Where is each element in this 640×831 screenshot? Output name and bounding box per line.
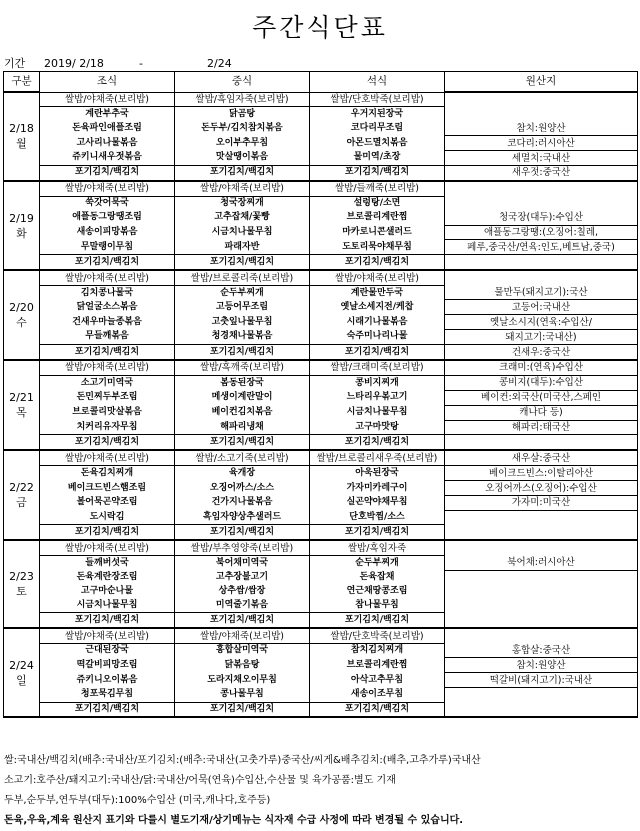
origin-cell: 애플동그랑땡:(오징어:칠레, <box>445 225 638 240</box>
table-row <box>4 643 638 657</box>
note-line: 쌀:국내산/백김치(배추:국내산/포기김치:(배추:국내산(고춧가루)중국산/씨게&배추김치:(배추,고추가루)국내산 <box>4 755 481 766</box>
origin-cell <box>445 181 638 196</box>
day-date: 2/18 <box>9 122 34 136</box>
table-row <box>4 240 638 255</box>
day-date: 2/20 <box>9 301 34 315</box>
dish-cell: 돈육계란장조림 <box>40 570 175 584</box>
table-row <box>4 136 638 151</box>
table-row <box>4 420 638 435</box>
origin-cell <box>445 584 638 598</box>
dish-cell: 새송이피망볶음 <box>40 225 175 240</box>
kimchi-cell: 포기김치/백김치 <box>310 165 445 180</box>
dish-cell: 건가지나물볶음 <box>175 496 310 511</box>
table-row <box>4 300 638 315</box>
day-cell <box>4 92 40 181</box>
dish-cell: 해파리냉채 <box>175 420 310 435</box>
table-row <box>4 270 638 285</box>
dish-cell: 돈육파인애플조림 <box>40 121 175 135</box>
menu-body <box>4 92 638 717</box>
table-row <box>4 360 638 375</box>
rice-porridge-cell: 쌀밥/흑임자죽(보리밥) <box>175 92 310 107</box>
origin-cell: 참치:원양산 <box>445 658 638 673</box>
table-row <box>4 450 638 465</box>
dish-cell: 시금치나물무침 <box>310 405 445 420</box>
dish-cell: 순두부찌개 <box>175 286 310 300</box>
table-row <box>4 286 638 300</box>
table-row <box>4 481 638 496</box>
day-date: 2/21 <box>9 391 34 405</box>
dish-cell: 돈육김치찌개 <box>40 466 175 481</box>
dish-cell: 고등어무조림 <box>175 300 310 315</box>
rice-porridge-cell: 쌀밥/야채죽(보리밥) <box>40 628 175 643</box>
rice-porridge-cell: 쌀밥/부추영양죽(보리밥) <box>175 540 310 555</box>
dish-cell: 청포묵김무침 <box>40 688 175 702</box>
origin-cell <box>445 435 638 450</box>
dish-cell: 미역줄기볶음 <box>175 598 310 612</box>
day-cell <box>4 628 40 717</box>
rice-porridge-cell: 쌀밥/야채죽(보리밥) <box>40 540 175 555</box>
dish-cell: 고구마순나물 <box>40 584 175 598</box>
dish-cell: 브로콜리계란찜 <box>310 658 445 673</box>
dish-cell: 도토리묵야채무침 <box>310 240 445 255</box>
table-row <box>4 584 638 598</box>
origin-cell <box>445 92 638 107</box>
day-cell <box>4 360 40 450</box>
dish-cell: 숙주미나리나물 <box>310 330 445 345</box>
dish-cell: 시금치나물무침 <box>175 225 310 240</box>
dish-cell: 홍합살미역국 <box>175 643 310 657</box>
origin-cell <box>445 510 638 524</box>
header-dinner: 석식 <box>310 72 445 93</box>
origin-cell: 가자미:미국산 <box>445 496 638 511</box>
dish-cell: 닭곰탕 <box>175 107 310 121</box>
table-row <box>4 330 638 345</box>
day-weekday: 토 <box>16 585 27 599</box>
kimchi-cell: 포기김치/백김치 <box>40 435 175 450</box>
dish-cell: 베이크드빈스햄조림 <box>40 481 175 496</box>
dish-cell: 소고기미역국 <box>40 375 175 390</box>
table-row <box>4 510 638 524</box>
kimchi-cell: 포기김치/백김치 <box>175 345 310 360</box>
kimchi-cell: 포기김치/백김치 <box>310 702 445 717</box>
origin-cell: 떡갈비(돼지고기):국내산 <box>445 673 638 688</box>
origin-cell: 새우젓:중국산 <box>445 165 638 180</box>
period-dash: - <box>139 57 143 70</box>
day-weekday: 금 <box>16 496 27 510</box>
table-row <box>4 196 638 210</box>
rice-porridge-cell: 쌀밥/브로콜리새우죽(보리밥) <box>310 450 445 465</box>
rice-porridge-cell: 쌀밥/야채죽(보리밥) <box>310 270 445 285</box>
dish-cell: 연근채땅콩조림 <box>310 584 445 598</box>
table-row <box>4 673 638 688</box>
dish-cell: 고구마맛탕 <box>310 420 445 435</box>
origin-cell: 캐나다 등) <box>445 405 638 420</box>
table-row <box>4 345 638 360</box>
dish-cell: 단호박찜/소스 <box>310 510 445 524</box>
dish-cell: 무들깨볶음 <box>40 330 175 345</box>
origin-cell: 고등어:국내산 <box>445 300 638 315</box>
dish-cell: 마카로니콘샐러드 <box>310 225 445 240</box>
note-line: 소고기:호주산/돼지고기:국내산/닭:국내산/어묵(연육)수입산,수산물 및 육가공품:별도 기재 <box>4 775 396 786</box>
table-row <box>4 613 638 628</box>
kimchi-cell: 포기김치/백김치 <box>175 255 310 270</box>
rice-porridge-cell: 쌀밥/야채죽(보리밥) <box>175 628 310 643</box>
kimchi-cell: 포기김치/백김치 <box>175 165 310 180</box>
origin-cell: 베이컨:외국산(미국산,스페인 <box>445 390 638 405</box>
day-date: 2/23 <box>9 570 34 584</box>
kimchi-cell: 포기김치/백김치 <box>175 435 310 450</box>
rice-porridge-cell: 쌀밥/야채죽(보리밥) <box>40 92 175 107</box>
origin-cell: 참치:원양산 <box>445 121 638 135</box>
dish-cell: 베이컨김치볶음 <box>175 405 310 420</box>
page-title: 주간식단표 <box>252 13 388 42</box>
kimchi-cell: 포기김치/백김치 <box>40 613 175 628</box>
dish-cell: 아몬드멸치볶음 <box>310 136 445 151</box>
day-weekday: 월 <box>16 137 27 151</box>
dish-cell: 아욱된장국 <box>310 466 445 481</box>
table-row <box>4 570 638 584</box>
table-row <box>4 598 638 612</box>
header-category: 구분 <box>4 72 40 93</box>
table-row <box>4 390 638 405</box>
origin-cell <box>445 628 638 643</box>
period-end: 2/24 <box>207 57 232 70</box>
day-weekday: 수 <box>16 316 27 330</box>
origin-cell <box>445 196 638 210</box>
dish-cell: 육개장 <box>175 466 310 481</box>
rice-porridge-cell: 쌀밥/들깨죽(보리밥) <box>310 181 445 196</box>
origin-cell: 오징어까스(오징어):수입산 <box>445 481 638 496</box>
origin-cell: 새우살:중국산 <box>445 450 638 465</box>
day-cell <box>4 270 40 360</box>
dish-cell: 메생이계란말이 <box>175 390 310 405</box>
rice-porridge-cell: 쌀밥/야채죽(보리밥) <box>40 181 175 196</box>
dish-cell: 무말랭이무침 <box>40 240 175 255</box>
table-row <box>4 121 638 135</box>
period-label: 기간 <box>4 57 26 70</box>
dish-cell: 도시락김 <box>40 510 175 524</box>
dish-cell: 시래기나물볶음 <box>310 315 445 330</box>
dish-cell: 닭얼굴소스볶음 <box>40 300 175 315</box>
day-cell <box>4 450 40 540</box>
table-row <box>4 315 638 330</box>
table-row <box>4 540 638 555</box>
origin-cell: 베이크드빈스:이탈리아산 <box>445 466 638 481</box>
table-row <box>4 151 638 166</box>
origin-cell: 해파리:태국산 <box>445 420 638 435</box>
kimchi-cell: 포기김치/백김치 <box>310 255 445 270</box>
origin-cell <box>445 107 638 121</box>
header-lunch: 중식 <box>175 72 310 93</box>
kimchi-cell: 포기김치/백김치 <box>175 525 310 540</box>
origin-cell: 청국장(대두):수입산 <box>445 211 638 225</box>
rice-porridge-cell: 쌀밥/야채죽(보리밥) <box>175 181 310 196</box>
origin-cell <box>445 255 638 270</box>
day-date: 2/22 <box>9 481 34 495</box>
dish-cell: 고추잡채/꽃빵 <box>175 211 310 225</box>
day-cell <box>4 181 40 270</box>
dish-cell: 건새우마늘종볶음 <box>40 315 175 330</box>
dish-cell: 치커리유자무침 <box>40 420 175 435</box>
kimchi-cell: 포기김치/백김치 <box>40 525 175 540</box>
dish-cell: 순두부찌개 <box>310 556 445 570</box>
kimchi-cell: 포기김치/백김치 <box>175 613 310 628</box>
header-origin: 원산지 <box>445 72 638 93</box>
dish-cell: 봄동된장국 <box>175 375 310 390</box>
origin-cell <box>445 702 638 717</box>
dish-cell: 고춧잎나물무침 <box>175 315 310 330</box>
kimchi-cell: 포기김치/백김치 <box>310 345 445 360</box>
dish-cell: 참나물무침 <box>310 598 445 612</box>
dish-cell: 참치김치찌개 <box>310 643 445 657</box>
dish-cell: 돈두부/김치참치볶음 <box>175 121 310 135</box>
dish-cell: 도라지채오이무침 <box>175 673 310 688</box>
table-row <box>4 405 638 420</box>
dish-cell: 맛살땡이볶음 <box>175 151 310 166</box>
table-row <box>4 165 638 180</box>
rice-porridge-cell: 쌀밥/흑임자죽 <box>310 540 445 555</box>
origin-cell: 크래미:(연육)수입산 <box>445 360 638 375</box>
note-line: 두부,순두부,연두부(대두):100%수입산 (미국,캐나다,호주등) <box>4 795 271 806</box>
menu-table <box>3 71 638 718</box>
dish-cell: 계란부추국 <box>40 107 175 121</box>
table-row <box>4 702 638 717</box>
origin-cell: 돼지고기:국내산) <box>445 330 638 345</box>
dish-cell: 계란물만두국 <box>310 286 445 300</box>
dish-cell: 흑임자양상추샐러드 <box>175 510 310 524</box>
table-row <box>4 92 638 107</box>
rice-porridge-cell: 쌀밥/단호박죽(보리밥) <box>310 628 445 643</box>
dish-cell: 애플동그랑땡조림 <box>40 211 175 225</box>
dish-cell: 쥬키니오이볶음 <box>40 673 175 688</box>
dish-cell: 코다리무조림 <box>310 121 445 135</box>
origin-cell: 옛날소시지(연육:수입산/ <box>445 315 638 330</box>
origin-cell <box>445 540 638 555</box>
rice-porridge-cell: 쌀밥/브로콜리죽(보리밥) <box>175 270 310 285</box>
day-weekday: 일 <box>16 673 27 687</box>
origin-cell <box>445 270 638 285</box>
dish-cell: 브로콜리맛살볶음 <box>40 405 175 420</box>
kimchi-cell: 포기김치/백김치 <box>310 525 445 540</box>
dish-cell: 물미역/초장 <box>310 151 445 166</box>
rice-porridge-cell: 쌀밥/흑깨죽(보리밥) <box>175 360 310 375</box>
day-weekday: 화 <box>16 226 27 240</box>
kimchi-cell: 포기김치/백김치 <box>40 345 175 360</box>
dish-cell: 오징어까스/소스 <box>175 481 310 496</box>
dish-cell: 설렁탕/소면 <box>310 196 445 210</box>
dish-cell: 들깨버섯국 <box>40 556 175 570</box>
rice-porridge-cell: 쌀밥/야채죽(보리밥) <box>40 450 175 465</box>
table-row <box>4 255 638 270</box>
origin-cell: 건새우:중국산 <box>445 345 638 360</box>
dish-cell: 실곤약야채무침 <box>310 496 445 511</box>
period-line <box>4 55 267 71</box>
origin-cell <box>445 688 638 702</box>
origin-cell: 북어채:러시아산 <box>445 556 638 570</box>
rice-porridge-cell: 쌀밥/크래미죽(보리밥) <box>310 360 445 375</box>
kimchi-cell: 포기김치/백김치 <box>310 613 445 628</box>
table-row <box>4 435 638 450</box>
dish-cell: 쑥갓어묵국 <box>40 196 175 210</box>
kimchi-cell: 포기김치/백김치 <box>310 435 445 450</box>
dish-cell: 콩비지찌개 <box>310 375 445 390</box>
table-row <box>4 211 638 225</box>
origin-cell: 물만두(돼지고기):국산 <box>445 286 638 300</box>
dish-cell: 청국장찌개 <box>175 196 310 210</box>
table-row <box>4 375 638 390</box>
dish-cell: 돈민찌두부조림 <box>40 390 175 405</box>
origin-cell <box>445 570 638 584</box>
dish-cell: 고추장불고기 <box>175 570 310 584</box>
dish-cell: 시금치나물무침 <box>40 598 175 612</box>
dish-cell: 볼어묵곤약조림 <box>40 496 175 511</box>
dish-cell: 청경채나물볶음 <box>175 330 310 345</box>
dish-cell: 가자미카레구이 <box>310 481 445 496</box>
table-row <box>4 556 638 570</box>
dish-cell: 근대된장국 <box>40 643 175 657</box>
table-row <box>4 658 638 673</box>
origin-cell: 홍합살:중국산 <box>445 643 638 657</box>
rice-porridge-cell: 쌀밥/야채죽(보리밥) <box>40 270 175 285</box>
kimchi-cell: 포기김치/백김치 <box>175 702 310 717</box>
day-date: 2/24 <box>9 658 34 672</box>
dish-cell: 북어채미역국 <box>175 556 310 570</box>
day-cell <box>4 540 40 628</box>
origin-cell: 세멸치:국내산 <box>445 151 638 166</box>
origin-cell <box>445 598 638 612</box>
rice-porridge-cell: 쌀밥/야채죽(보리밥) <box>40 360 175 375</box>
kimchi-cell: 포기김치/백김치 <box>40 702 175 717</box>
origin-cell <box>445 613 638 628</box>
dish-cell: 브로콜리계란찜 <box>310 211 445 225</box>
dish-cell: 쥬키니새우젓볶음 <box>40 151 175 166</box>
table-row <box>4 628 638 643</box>
day-date: 2/19 <box>9 211 34 225</box>
day-weekday: 목 <box>16 406 27 420</box>
dish-cell: 콩나물무침 <box>175 688 310 702</box>
dish-cell: 느타리우볶고기 <box>310 390 445 405</box>
dish-cell: 고사리나물볶음 <box>40 136 175 151</box>
table-row <box>4 466 638 481</box>
table-row <box>4 181 638 196</box>
dish-cell: 옛날소세지전/케찹 <box>310 300 445 315</box>
dish-cell: 상추쌈/쌈장 <box>175 584 310 598</box>
dish-cell: 우거지된장국 <box>310 107 445 121</box>
origin-cell: 페루,중국산/연육:인도,베트남,중국) <box>445 240 638 255</box>
table-row <box>4 525 638 540</box>
origin-cell: 콩비지(대두):수입산 <box>445 375 638 390</box>
table-row <box>4 496 638 511</box>
dish-cell: 닭볶음탕 <box>175 658 310 673</box>
period-start: 2019/ 2/18 <box>44 57 104 70</box>
dish-cell: 파래자반 <box>175 240 310 255</box>
dish-cell: 김치콩나물국 <box>40 286 175 300</box>
kimchi-cell: 포기김치/백김치 <box>40 255 175 270</box>
origin-cell <box>445 525 638 540</box>
dish-cell: 새송이조무침 <box>310 688 445 702</box>
origin-cell: 코다리:러시아산 <box>445 136 638 151</box>
rice-porridge-cell: 쌀밥/소고기죽(보리밥) <box>175 450 310 465</box>
table-header-row <box>4 72 638 93</box>
dish-cell: 오이부추무침 <box>175 136 310 151</box>
table-row <box>4 107 638 121</box>
notes <box>4 751 636 831</box>
note-line: 돈육,우육,계육 원산지 표기와 다를시 별도기재/상기메뉴는 식자재 수급 사정에 따라 변경될 수 있습니다. <box>4 815 464 826</box>
dish-cell: 아삭고추무침 <box>310 673 445 688</box>
dish-cell: 돈육잡채 <box>310 570 445 584</box>
dish-cell: 떡갈비피망조림 <box>40 658 175 673</box>
kimchi-cell: 포기김치/백김치 <box>40 165 175 180</box>
table-row <box>4 688 638 702</box>
table-row <box>4 225 638 240</box>
rice-porridge-cell: 쌀밥/단호박죽(보리밥) <box>310 92 445 107</box>
header-breakfast: 조식 <box>40 72 175 93</box>
